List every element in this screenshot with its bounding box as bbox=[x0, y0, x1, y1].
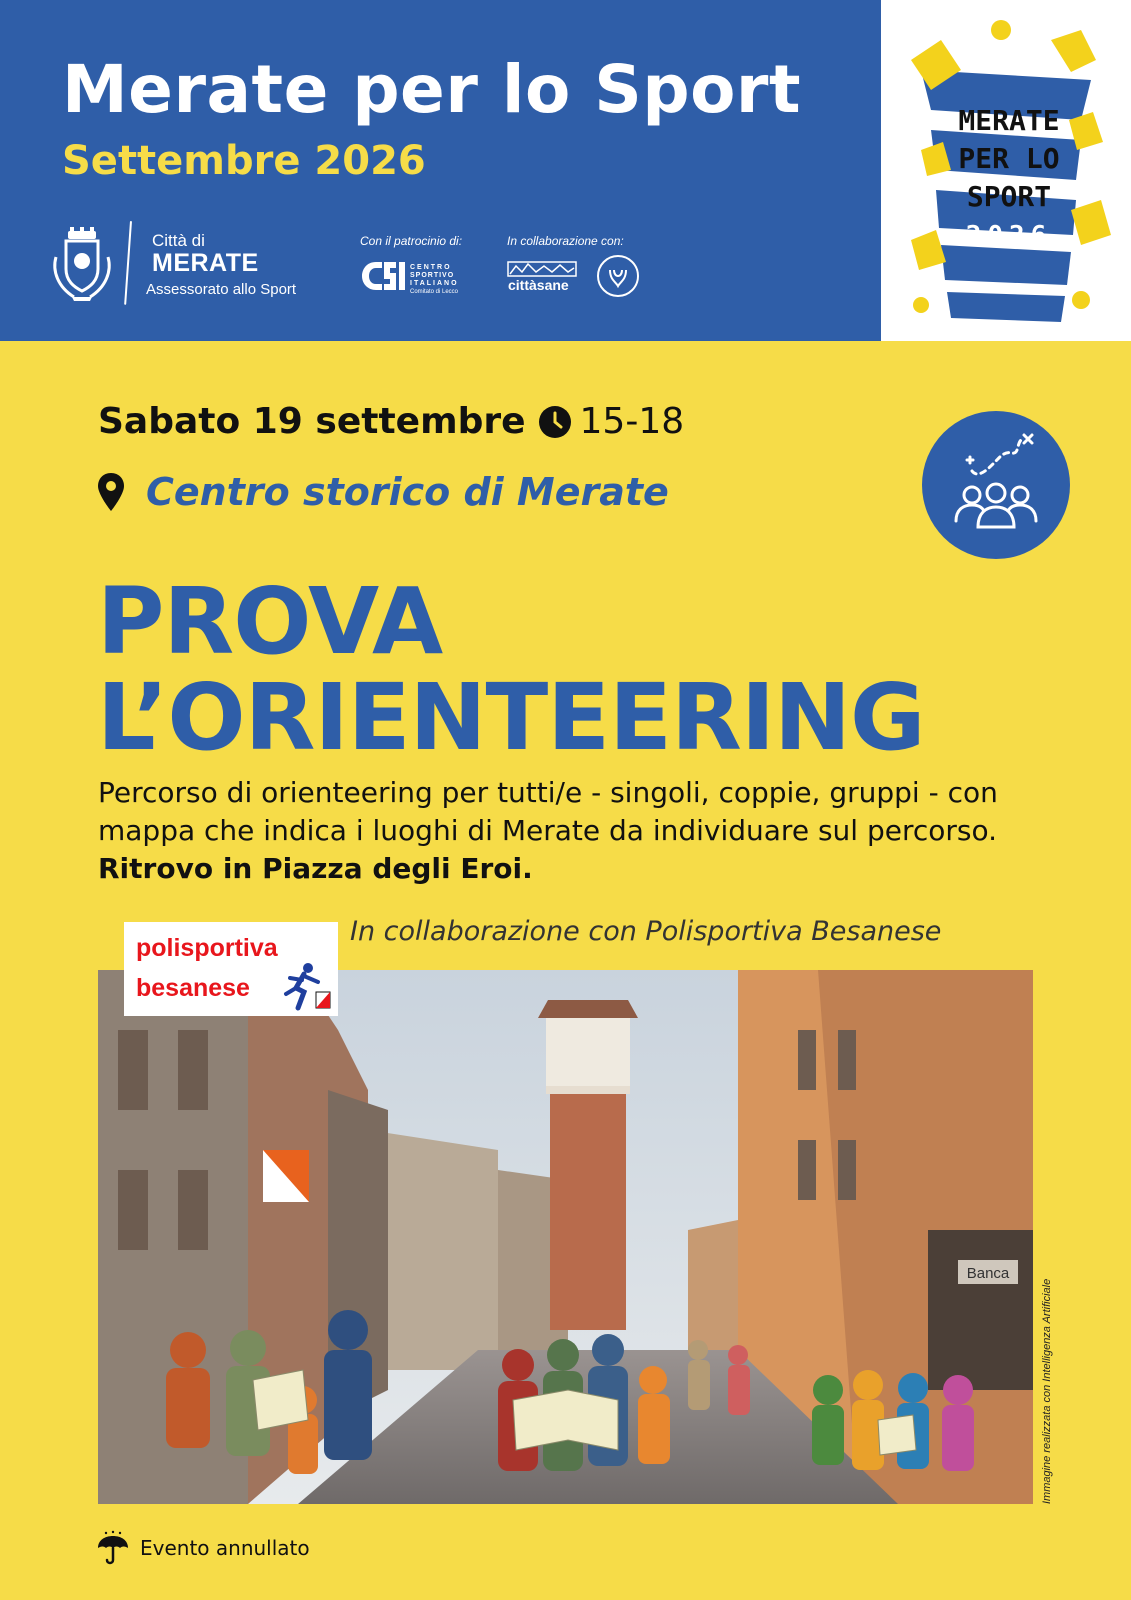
runner-icon bbox=[274, 962, 332, 1012]
umbrella-icon bbox=[96, 1530, 130, 1566]
polisportiva-logo-line-2: besanese bbox=[136, 974, 250, 1002]
polisportiva-logo bbox=[124, 922, 338, 1016]
collaborazione-label: In collaborazione con: bbox=[507, 234, 624, 248]
city-prefix: Città di bbox=[152, 231, 205, 250]
partner-round-logo bbox=[596, 254, 640, 298]
place-line bbox=[98, 470, 669, 514]
cittasane-logo bbox=[506, 260, 578, 296]
polisportiva-logo-line-1: polisportiva bbox=[136, 934, 278, 962]
event-title-line-2: L’ORIENTEERING bbox=[97, 664, 925, 771]
csi-line-3: ITALIANO bbox=[410, 280, 459, 287]
event-description bbox=[98, 774, 1098, 888]
event-title bbox=[97, 568, 925, 771]
csi-logo bbox=[362, 256, 472, 296]
event-logo-line-2: PER LO bbox=[958, 142, 1060, 175]
description-text: Percorso di orienteering per tutti/e - singoli, coppie, gruppi - con mappa che indica i luoghi di Merate da individuare sul percorso. bbox=[98, 776, 998, 847]
logo-divider bbox=[124, 221, 132, 305]
event-logo-line-4: 2026 bbox=[965, 221, 1053, 251]
cittasane-text: cittàsane bbox=[508, 277, 569, 293]
meeting-point: Ritrovo in Piazza degli Eroi. bbox=[98, 852, 533, 885]
street-illustration bbox=[98, 970, 1033, 1504]
event-status: Evento annullato bbox=[140, 1536, 310, 1560]
csi-line-4: Comitato di Lecco bbox=[410, 289, 459, 295]
event-place: Centro storico di Merate bbox=[146, 470, 669, 514]
department-name: Assessorato allo Sport bbox=[146, 281, 297, 298]
map-pin-icon bbox=[98, 473, 124, 511]
crest-icon bbox=[50, 227, 114, 303]
event-logo bbox=[881, 0, 1131, 341]
city-name: MERATE bbox=[152, 249, 259, 277]
street-scene bbox=[98, 970, 1033, 1504]
event-logo-line-1: MERATE bbox=[958, 104, 1060, 137]
bank-sign: Banca bbox=[966, 1265, 1010, 1282]
event-logo-graphic bbox=[881, 0, 1131, 341]
page-subtitle: Settembre 2026 bbox=[62, 138, 426, 184]
event-logo-line-3: SPORT bbox=[966, 180, 1052, 213]
comune-logo bbox=[50, 221, 340, 311]
page-title: Merate per lo Sport bbox=[62, 51, 802, 128]
footer-status bbox=[96, 1530, 310, 1566]
header-banner bbox=[0, 0, 881, 341]
orienteering-group-icon bbox=[920, 409, 1072, 561]
event-time: 15-18 bbox=[579, 401, 685, 442]
event-title-line-1: PROVA bbox=[97, 568, 443, 675]
date-time-line bbox=[98, 400, 684, 444]
ai-image-note: Immagine realizzata con Intelligenza Artificiale bbox=[1041, 1278, 1053, 1504]
collaboration-note: In collaborazione con Polisportiva Besanese bbox=[350, 916, 942, 947]
csi-line-1: CENTRO bbox=[410, 264, 452, 271]
csi-line-2: SPORTIVO bbox=[410, 272, 455, 279]
event-date: Sabato 19 settembre bbox=[98, 401, 526, 442]
patrocinio-label: Con il patrocinio di: bbox=[360, 234, 463, 248]
clock-icon bbox=[538, 405, 572, 439]
